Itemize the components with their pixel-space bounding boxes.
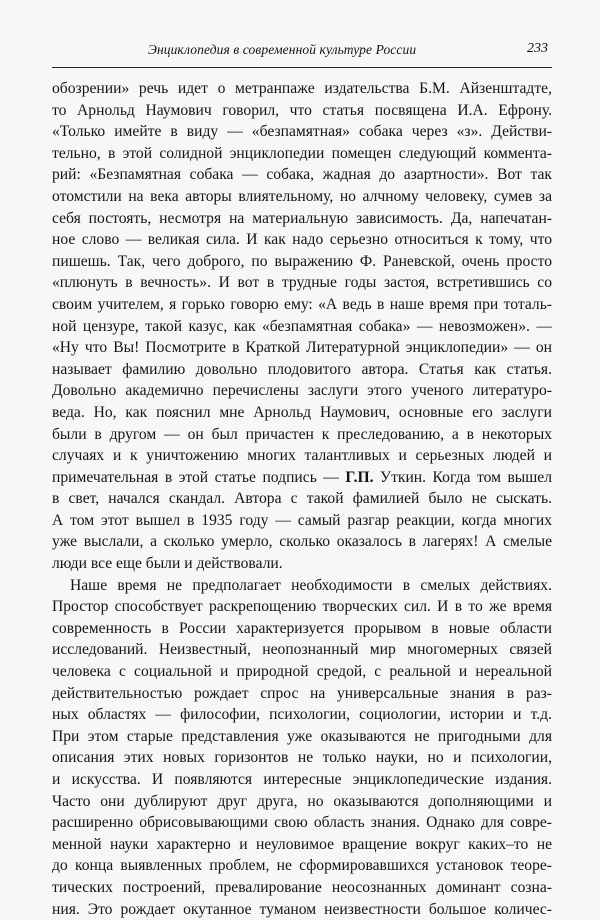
- text-line: описания этих новых горизонтов не только науки, но и психологии,: [52, 749, 552, 767]
- text-line: то Арнольд Наумович говорил, что статья посвящена И.А. Ефрону.: [52, 101, 552, 119]
- text-line: человека с социальной и природной средой, с реальной и нереальной: [52, 663, 552, 681]
- text-line: тельно, в этой солидной энциклопедии помещен следующий коммента-: [52, 144, 552, 162]
- text-line: Часто они дублируют друг друга, но оказываются дополняющими и: [52, 792, 552, 810]
- text-line: Простор способствует раскрепощению творческих сил. И в то же время: [52, 598, 552, 616]
- text-line: исследований. Неизвестный, неопознанный мир многомерных связей: [52, 641, 552, 659]
- text-line: А том этот вышел в 1935 году — самый разгар реакции, когда многих: [52, 511, 552, 529]
- text-line: менной науки характерно и неуловимое вращение вокруг каких–то не: [52, 835, 552, 853]
- bold-signature: Г.П.: [345, 468, 374, 486]
- text-line: ния. Это рождает окутанное туманом неизвестности большое количес-: [52, 900, 552, 918]
- text-line: тических построений, превалирование неосознанных доминант созна-: [52, 878, 552, 896]
- page-number: 233: [527, 41, 548, 56]
- text-line: действительностью рождает спрос на универсальные знания в раз-: [52, 684, 552, 702]
- text-line: пишешь. Так, чего доброго, по выражению Ф. Раневской, очень просто: [52, 252, 552, 270]
- text-line: «Ну что Вы! Посмотрите в Краткой Литературной энциклопедии» — он: [52, 339, 552, 357]
- running-header: [52, 36, 552, 64]
- text-line: и искусства. И появляются интересные энциклопедические издания.: [52, 771, 552, 788]
- text-line: примечательная в этой статье подпись — Г.П. Уткин. Когда том вышел: [52, 468, 552, 486]
- text-line: называет фамилию довольно плодовитого автора. Статья как статья.: [52, 360, 552, 378]
- text-line: веда. Но, как пояснил мне Арнольд Наумович, основные его заслуги: [52, 403, 552, 421]
- text-line: «плюнуть в вечность». И вот в трудные годы застоя, встретившись со: [52, 274, 552, 292]
- text-line: были в другом — он был причастен к преследованию, а в некоторых: [52, 425, 552, 443]
- text-line: современность в России характеризуется прорывом в новые области: [52, 619, 552, 637]
- text-line: ных областях — философии, психологии, социологии, истории и т.д.: [52, 706, 552, 724]
- text-line: При этом старые представления уже оказываются не пригодными для: [52, 727, 552, 745]
- text-line: случаях и к уничтожению многих талантливых и серьезных людей и: [52, 447, 552, 465]
- text-line: расширенно обрисовывающими свою область знания. Однако для совре-: [52, 814, 552, 832]
- text-line: себя постоять, несмотря на материальную зависимость. Да, напечатан-: [52, 209, 552, 227]
- text-line: рий: «Безпамятная собака — собака, жадная до азартности». Вот так: [52, 166, 552, 184]
- text-line: ной цензуре, такой казус, как «безпамятная собака» — невозможен». —: [52, 317, 552, 335]
- text-line: своим учителем, я горько говорю ему: «А ведь в наше время при тоталь-: [52, 295, 552, 313]
- paragraph: [52, 575, 552, 920]
- text-line: обозрении» речь идет о метранпаже издательства Б.М. Айзенштадте,: [52, 80, 552, 97]
- text-line: Наше время не предполагает необходимости в смелых действиях.: [70, 576, 552, 594]
- paragraph: [52, 78, 552, 575]
- text-line: до конца выявленных проблем, не сформировавшихся установок теоре-: [52, 857, 552, 875]
- running-header-title: Энциклопедия в современной культуре России: [148, 42, 417, 57]
- body-text: [52, 78, 552, 920]
- text-line: Довольно академично перечислены заслуги этого ученого литературо-: [52, 382, 552, 400]
- text-line: отомстили на века авторы влиятельному, но алчному человеку, сумев за: [52, 187, 552, 205]
- header-rule: [52, 67, 552, 68]
- text-line: уже выслали, а сколько умерло, сколько оказалось в лагерях! А смелые: [52, 533, 552, 551]
- text-line: в свет, начался скандал. Автора с такой фамилией было не сыскать.: [52, 490, 552, 508]
- text-line: «Только имейте в виду — «безпамятная» собака через «з». Действи-: [52, 123, 552, 141]
- text-line: ное слово — великая сила. И как надо серьезно относиться к тому, что: [52, 231, 552, 249]
- text-line: люди все еще были и действовали.: [52, 555, 283, 573]
